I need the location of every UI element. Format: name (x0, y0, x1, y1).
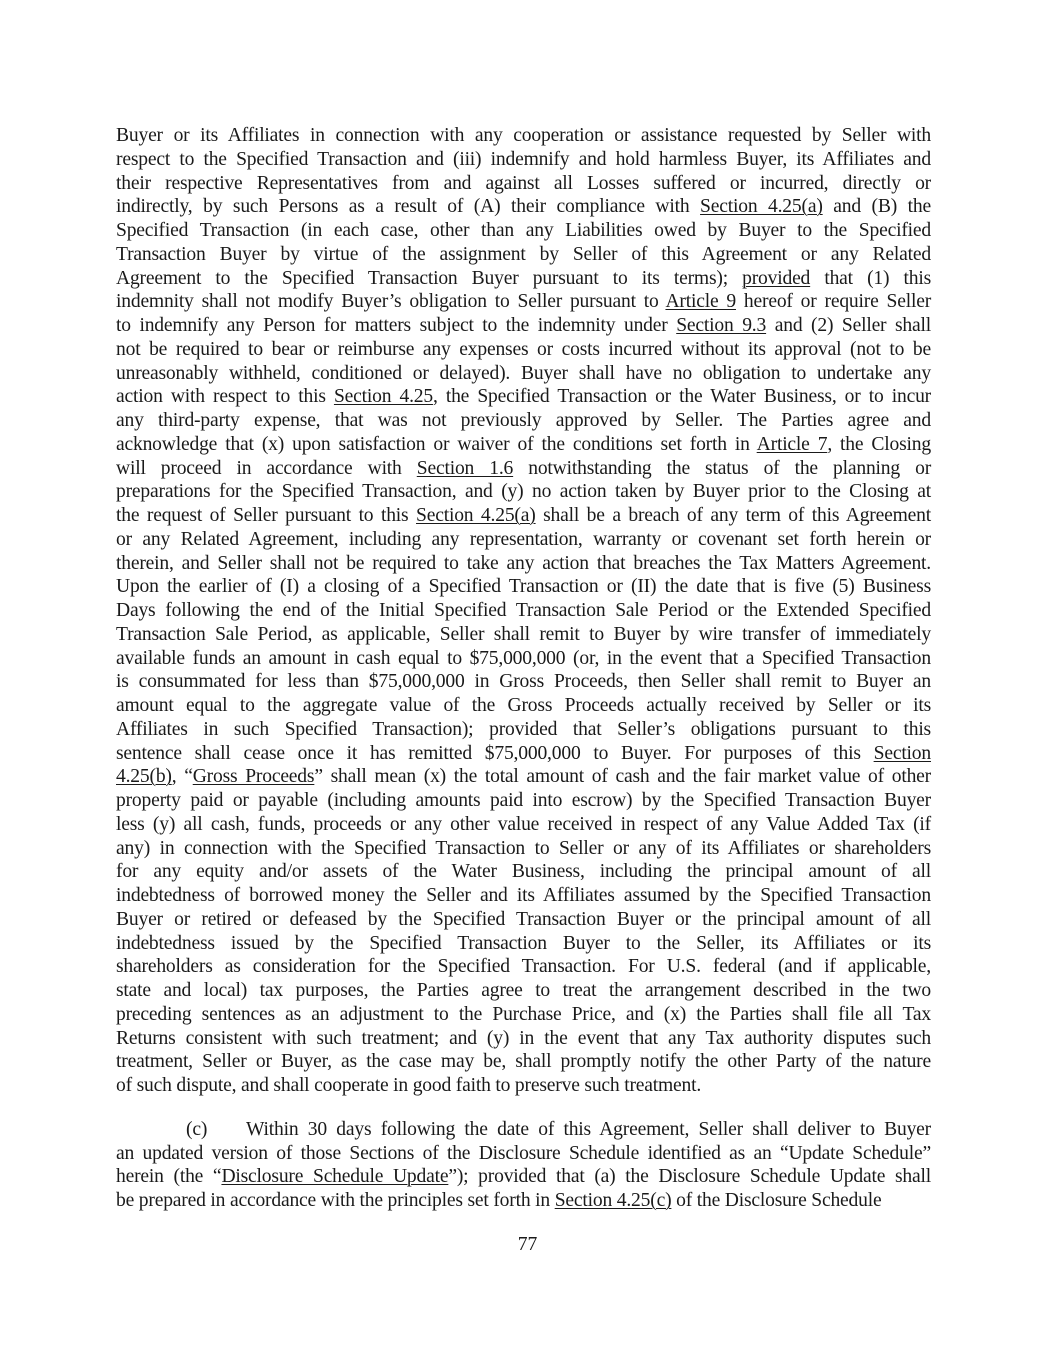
text-run: Upon the earlier of (I) a closing of a Specified Transaction or (II) the date that is five (5) Business (116, 576, 931, 598)
text-line (116, 1003, 931, 1027)
text-run: and (2) Seller shall (766, 315, 932, 336)
text-run: any third-party expense, that was not previously approved by Seller. The Parties agree and (116, 410, 931, 431)
text-line (116, 1027, 931, 1051)
text-line (116, 718, 931, 742)
text-run: preceding sentences as an adjustment to the Purchase Price, and (x) the Parties shall file all Tax (116, 1003, 931, 1025)
text-run: available funds an amount in cash equal to $75,000,000 (or, in the event that a Specified Transaction (116, 647, 931, 669)
text-line (116, 243, 931, 267)
text-line (116, 742, 931, 766)
text-run: not be required to bear or reimburse any expenses or costs incurred without its approval (not to be (116, 338, 931, 360)
text-run: shall be a breach of any term of this Agreement (535, 505, 931, 526)
text-run: and (B) the (822, 196, 931, 218)
cross-reference: Section 4.25(a) (416, 505, 536, 526)
cross-reference: Section 4.25(a) (700, 196, 823, 218)
text-line (116, 219, 931, 243)
text-run: for any equity and/or assets of the Water Business, including the principal amount of all (116, 861, 931, 883)
text-line (116, 860, 931, 884)
text-line (116, 694, 931, 718)
text-line (116, 385, 931, 409)
document-body (116, 124, 931, 1213)
text-run: is consummated for less than $75,000,000 in Gross Proceeds, then Seller shall remit to Buyer an (116, 671, 931, 693)
text-line (116, 457, 931, 481)
text-run: to indemnify any Person for matters subject to the indemnity under (116, 315, 677, 336)
text-run: shareholders as consideration for the Specified Transaction. For U.S. federal (and if applicable, (116, 956, 931, 978)
text-line (116, 362, 931, 386)
text-run: , the Closing (827, 433, 931, 455)
cross-reference: Section (873, 742, 931, 764)
text-run: sentence shall cease once it has remitted $75,000,000 to Buyer. For purposes of this (116, 742, 874, 764)
text-line (116, 148, 931, 172)
cross-reference: Section 4.25 (333, 386, 433, 408)
cross-reference: Section 9.3 (676, 315, 767, 336)
cross-reference: provided (742, 267, 811, 289)
text-line (116, 1142, 931, 1166)
text-run: any) in connection with the Specified Transaction to Seller or any of its Affiliates or shareholders (116, 837, 931, 859)
text-run: will proceed in accordance with (116, 457, 417, 479)
text-line (116, 409, 931, 433)
text-line (116, 908, 931, 932)
text-run: , “ (171, 766, 193, 788)
text-run: , the Specified Transaction or the Water Business, or to incur (432, 386, 932, 408)
text-line (116, 1118, 931, 1142)
cross-reference: Article 7 (756, 433, 828, 455)
text-line (116, 979, 931, 1003)
text-line (116, 267, 931, 291)
text-run: be prepared in accordance with the principles set forth in (116, 1190, 555, 1211)
text-run: acknowledge that (x) upon satisfaction or waiver of the conditions set forth in (116, 433, 757, 455)
text-line (116, 1074, 931, 1098)
text-line (116, 290, 931, 314)
text-run: Buyer or its Affiliates in connection with any cooperation or assistance requested by Seller with (116, 125, 931, 146)
text-line (116, 575, 931, 599)
paragraph-c (116, 1118, 931, 1213)
text-run: notwithstanding the status of the planning or (513, 457, 932, 479)
text-run: an updated version of those Sections of the Disclosure Schedule identified as an “Update Schedule” (116, 1142, 931, 1164)
text-run: amount equal to the aggregate value of the Gross Proceeds actually received by Seller or its (116, 695, 931, 716)
cross-reference: Gross Proceeds (192, 766, 315, 788)
cross-reference: Section 4.25(c) (554, 1190, 672, 1211)
text-run: Transaction Sale Period, as applicable, Seller shall remit to Buyer by wire transfer of immediately (116, 623, 931, 645)
text-run: the request of Seller pursuant to this (116, 505, 417, 526)
text-line (116, 314, 931, 338)
text-run: Buyer or retired or defeased by the Specified Transaction Buyer or the principal amount of all (116, 908, 931, 930)
text-line (116, 504, 931, 528)
text-run: state and local) tax purposes, the Parties agree to treat the arrangement described in the two (116, 980, 931, 1001)
text-run: Specified Transaction (in each case, other than any Liabilities owed by Buyer to the Specified (116, 220, 931, 241)
text-line (116, 765, 931, 789)
text-line (116, 338, 931, 362)
text-line (116, 932, 931, 956)
text-line (116, 552, 931, 576)
text-line (116, 955, 931, 979)
text-line (116, 195, 931, 219)
text-run: Days following the end of the Initial Specified Transaction Sale Period or the Extended Specified (116, 600, 931, 621)
text-run: Affiliates in such Specified Transaction); provided that Seller’s obligations pursuant to this (116, 718, 931, 740)
text-run: their respective Representatives from and against all Losses suffered or incurred, directly or (116, 172, 931, 194)
text-run: indemnity shall not modify Buyer’s obligation to Seller pursuant to (116, 291, 666, 313)
text-line (116, 837, 931, 861)
text-run: ”); provided that (a) the Disclosure Schedule Update shall (448, 1166, 931, 1188)
text-run: Agreement to the Specified Transaction Buyer pursuant to its terms); (116, 267, 743, 289)
cross-reference: Article 9 (665, 291, 736, 313)
text-run: that (1) this (810, 267, 931, 289)
text-line (116, 433, 931, 457)
text-run: Transaction Buyer by virtue of the assignment by Seller of this Agreement or any Related (116, 243, 931, 265)
text-line (116, 789, 931, 813)
text-line (116, 1050, 931, 1074)
text-line (116, 599, 931, 623)
text-run: respect to the Specified Transaction and (iii) indemnify and hold harmless Buyer, its Affiliates and (116, 148, 931, 170)
text-run: or any Related Agreement, including any representation, warranty or covenant set forth herein or (116, 528, 931, 550)
text-run: indirectly, by such Persons as a result of (A) their compliance with (116, 196, 701, 218)
paragraph-b-continued (116, 124, 931, 1098)
text-run: indebtedness issued by the Specified Transaction Buyer to the Seller, its Affiliates or its (116, 932, 931, 954)
text-line (116, 480, 931, 504)
cross-reference: Disclosure Schedule Update (221, 1166, 449, 1188)
text-run: ” shall mean (x) the total amount of cash and the fair market value of other (314, 766, 931, 788)
text-run: unreasonably withheld, conditioned or delayed). Buyer shall have no obligation to undertake any (116, 362, 931, 384)
paragraph-gap (116, 1098, 931, 1118)
text-run: treatment, Seller or Buyer, as the case may be, shall promptly notify the other Party of the nature (116, 1051, 931, 1073)
text-line (116, 813, 931, 837)
text-line (116, 172, 931, 196)
text-run: action with respect to this (116, 386, 334, 408)
text-run: Within 30 days following the date of this Agreement, Seller shall deliver to Buyer (246, 1118, 931, 1140)
text-run: Returns consistent with such treatment; and (y) in the event that any Tax authority disputes such (116, 1027, 931, 1049)
cross-reference: Section 1.6 (416, 457, 514, 479)
text-run: of such dispute, and shall cooperate in good faith to preserve such treatment. (116, 1075, 702, 1096)
text-line (116, 647, 931, 671)
text-line (116, 528, 931, 552)
text-line (116, 884, 931, 908)
text-run: less (y) all cash, funds, proceeds or any other value received in respect of any Value Added Tax (if (116, 813, 931, 835)
text-line (116, 670, 931, 694)
text-line (116, 623, 931, 647)
text-run: property paid or payable (including amounts paid into escrow) by the Specified Transaction Buyer (116, 790, 931, 811)
text-run: hereof or require Seller (735, 291, 932, 313)
page-number: 77 (517, 1234, 538, 1255)
text-run: indebtedness of borrowed money the Seller and its Affiliates assumed by the Specified Transaction (116, 885, 931, 906)
text-line (116, 124, 931, 148)
paragraph-label: (c) (186, 1118, 208, 1140)
text-run: therein, and Seller shall not be required to take any action that breaches the Tax Matters Agreement. (116, 552, 931, 574)
text-run: herein (the “ (116, 1166, 222, 1188)
text-run: preparations for the Specified Transaction, and (y) no action taken by Buyer prior to the Closing at (116, 481, 931, 503)
cross-reference: 4.25(b) (116, 766, 172, 788)
text-line (116, 1165, 931, 1189)
text-run: of the Disclosure Schedule (671, 1190, 882, 1211)
text-line (116, 1189, 931, 1213)
